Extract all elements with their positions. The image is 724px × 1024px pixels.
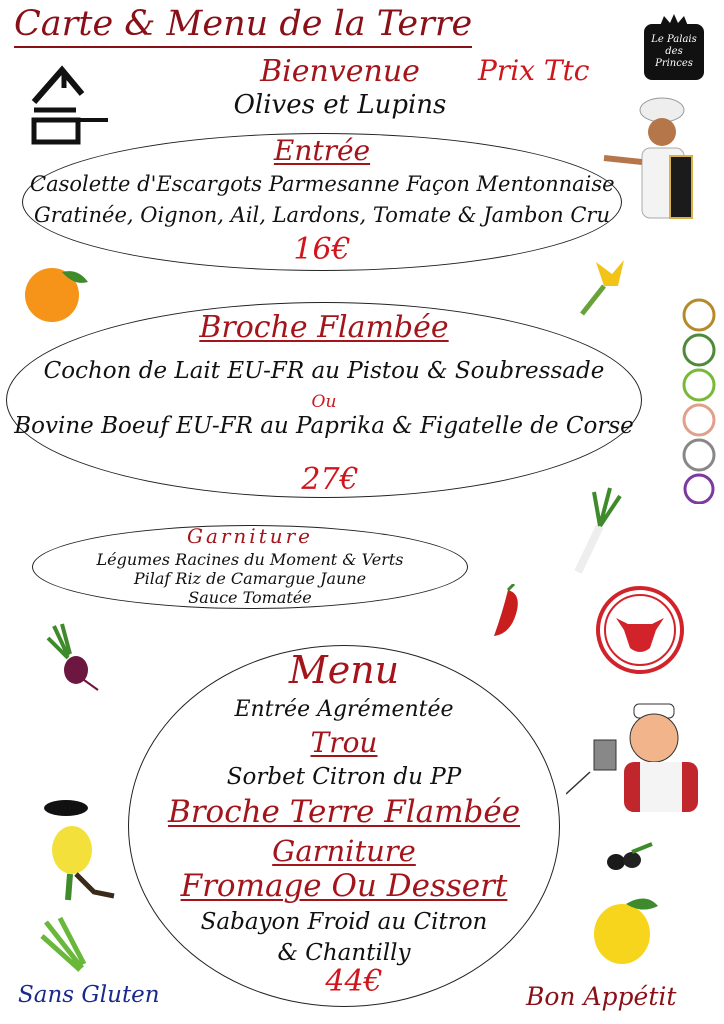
allergen-icons — [682, 298, 716, 504]
menu-sabayon: Sabayon Froid au Citron — [200, 909, 488, 935]
butcher-illustration — [566, 700, 716, 820]
menu-sorbet: Sorbet Citron du PP — [226, 764, 462, 790]
prices-note: Prix Ttc — [478, 54, 590, 87]
menu-line-1: Entrée Agrémentée — [234, 697, 454, 722]
entree-price: 16€ — [293, 232, 351, 267]
menu-trou: Trou — [310, 726, 378, 759]
beet-icon — [44, 622, 102, 692]
garniture-line-3: Sauce Tomatée — [188, 588, 312, 607]
gluten-free-note: Sans Gluten — [18, 982, 160, 1008]
bon-appetit: Bon Appétit — [526, 982, 677, 1011]
garniture-line-1: Légumes Racines du Moment & Verts — [96, 550, 404, 569]
broche-or: Ou — [311, 392, 337, 412]
celery-icon — [38, 914, 90, 972]
beef-badge-icon — [594, 584, 686, 676]
lemon-icon — [590, 890, 660, 966]
home-icon — [26, 64, 110, 146]
menu-heading: Menu — [288, 648, 400, 692]
page-title: Carte & Menu de la Terre — [14, 2, 472, 48]
welcome-heading: Bienvenue — [260, 54, 420, 89]
olives-icon — [604, 840, 654, 874]
broche-line-1: Cochon de Lait EU-FR au Pistou & Soubressade — [43, 358, 605, 384]
menu-fromage: Fromage Ou Dessert — [180, 868, 508, 904]
logo-line-1: Le Palais — [651, 34, 697, 45]
entree-line-2: Gratinée, Oignon, Ail, Lardons, Tomate & Jambon Cru — [34, 203, 610, 227]
logo-line-2: des — [665, 46, 683, 57]
palace-logo — [640, 14, 708, 82]
menu-price: 44€ — [325, 964, 383, 999]
entree-heading: Entrée — [273, 134, 371, 167]
garniture-heading: Garniture — [186, 524, 314, 548]
orange-icon — [22, 262, 92, 324]
entree-line-1: Casolette d'Escargots Parmesanne Façon Mentonnaise — [30, 172, 615, 196]
garniture-line-2: Pilaf Riz de Camargue Jaune — [133, 569, 367, 588]
lemon-character-icon — [40, 796, 124, 908]
menu-garniture: Garniture — [272, 834, 416, 868]
broche-price: 27€ — [301, 462, 359, 497]
squash-flower-icon — [574, 256, 634, 320]
olives-line: Olives et Lupins — [233, 90, 447, 120]
broche-heading: Broche Flambée — [199, 310, 449, 345]
logo-line-3: Princes — [655, 58, 693, 69]
broche-line-2: Bovine Boeuf EU-FR au Paprika & Figatelle de Corse — [14, 413, 634, 439]
menu-broche: Broche Terre Flambée — [167, 794, 521, 830]
leek-icon — [566, 486, 626, 578]
pepper-icon — [488, 584, 528, 640]
menu-chantilly: & Chantilly — [277, 940, 411, 966]
